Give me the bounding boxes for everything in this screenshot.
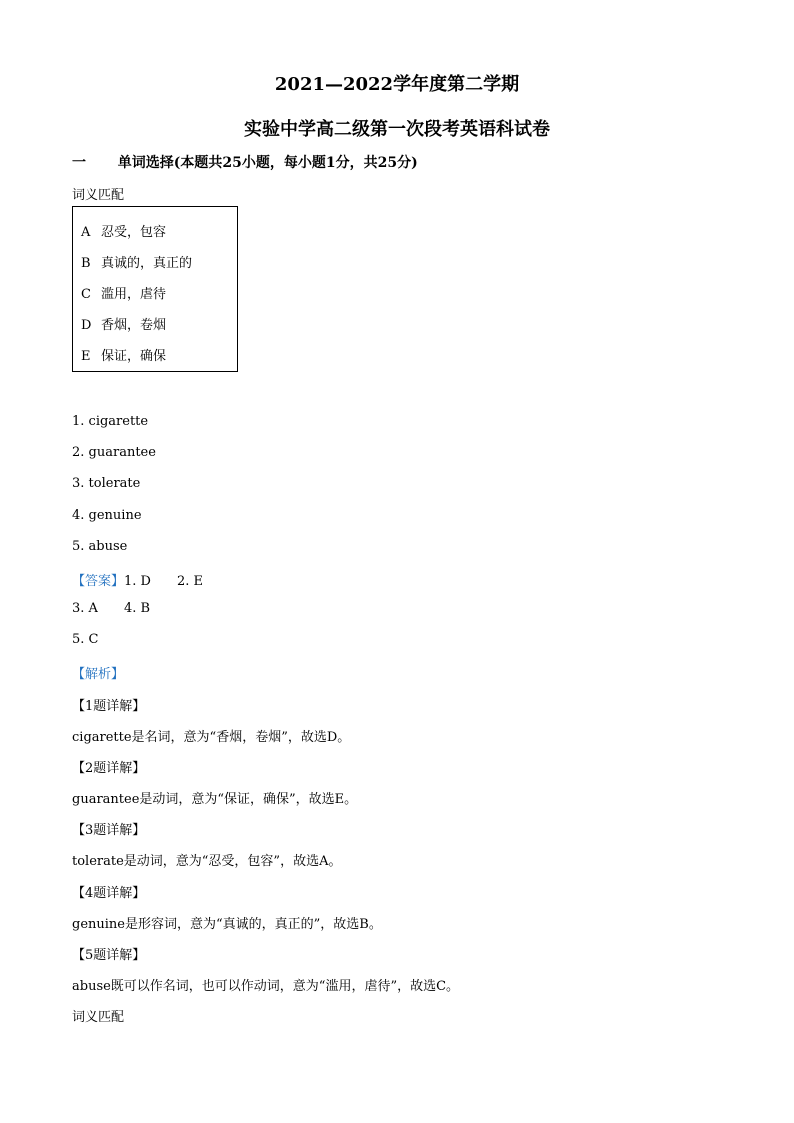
options-box — [72, 206, 238, 372]
answer-4: 4. B — [123, 601, 151, 616]
title-line-1: 2021—2022学年度第二学期 — [274, 74, 520, 95]
question-4: 4. genuine — [72, 508, 142, 523]
question-2: 2. guarantee — [72, 445, 156, 460]
section-title: 单词选择(本题共25小题，每小题1分，共25分) — [117, 155, 418, 171]
question-3: 3. tolerate — [72, 476, 141, 491]
detail-1-text: cigarette是名词，意为“香烟，卷烟”，故选D。 — [72, 730, 351, 745]
option-text: 真诚的，真正的 — [101, 256, 193, 271]
option-letter: E — [81, 349, 91, 364]
answer-label: 【答案】 — [72, 574, 125, 589]
option-b — [81, 252, 192, 271]
detail-5-heading: 【5题详解】 — [72, 948, 146, 963]
answer-5: 5. C — [72, 632, 99, 647]
option-letter: A — [81, 225, 91, 240]
detail-1-heading: 【1题详解】 — [72, 699, 146, 714]
subsection-label: 词义匹配 — [72, 188, 125, 203]
answer-3: 3. A — [72, 601, 98, 616]
detail-3-text: tolerate是动词，意为“忍受，包容”，故选A。 — [72, 854, 342, 869]
answer-line-3 — [72, 632, 98, 647]
option-text: 忍受，包容 — [101, 225, 167, 240]
detail-2-heading: 【2题详解】 — [72, 761, 146, 776]
footer-label: 词义匹配 — [72, 1010, 125, 1025]
answer-1: 1. D — [124, 574, 151, 589]
title-line-2: 实验中学高二级第一次段考英语科试卷 — [244, 119, 550, 140]
detail-4-heading: 【4题详解】 — [72, 886, 146, 901]
detail-2-text: guarantee是动词，意为“保证，确保”，故选E。 — [72, 792, 358, 807]
option-e — [81, 345, 166, 364]
detail-5-text: abuse既可以作名词，也可以作动词，意为“滥用，虐待”，故选C。 — [72, 979, 460, 994]
answer-2: 2. E — [176, 574, 204, 589]
option-c — [81, 283, 166, 302]
option-letter: B — [81, 256, 91, 271]
question-5: 5. abuse — [72, 539, 128, 554]
option-a — [81, 221, 166, 240]
option-text: 保证，确保 — [101, 349, 167, 364]
option-letter: C — [81, 287, 91, 302]
option-d — [81, 314, 166, 333]
answer-line-2 — [72, 601, 150, 616]
answer-line-1 — [72, 570, 203, 589]
option-text: 香烟，卷烟 — [101, 318, 167, 333]
detail-3-heading: 【3题详解】 — [72, 823, 146, 838]
question-1: 1. cigarette — [72, 414, 149, 429]
section-heading — [72, 152, 418, 172]
detail-4-text: genuine是形容词，意为“真诚的，真正的”，故选B。 — [72, 917, 382, 932]
option-letter: D — [81, 318, 92, 333]
analysis-label: 【解析】 — [72, 667, 125, 682]
section-number: 一 — [72, 155, 86, 171]
option-text: 滥用，虐待 — [101, 287, 167, 302]
